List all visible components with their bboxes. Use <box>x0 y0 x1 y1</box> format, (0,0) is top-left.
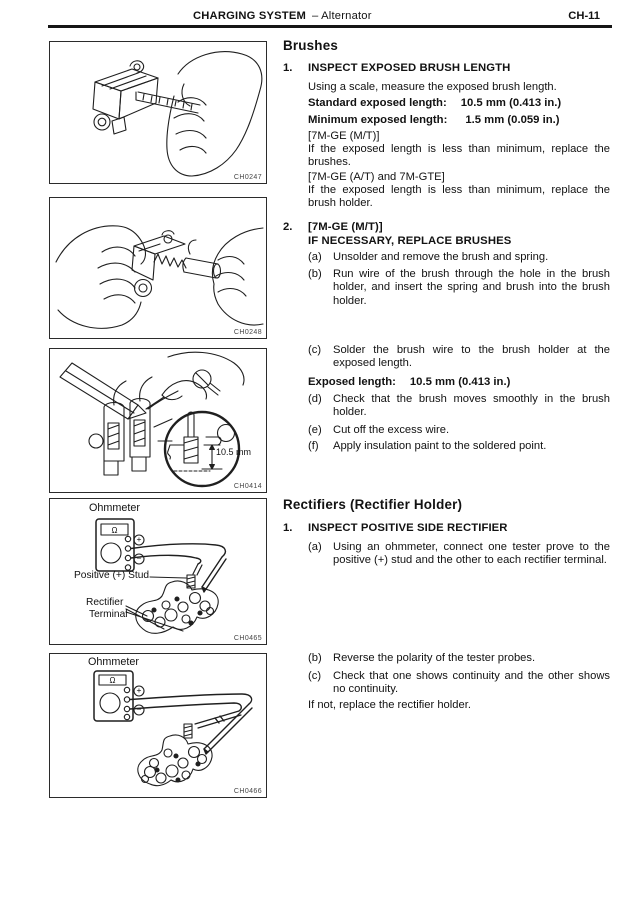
list-item-text: Cut off the excess wire. <box>333 424 450 436</box>
step-title: INSPECT EXPOSED BRUSH LENGTH <box>308 62 511 74</box>
measuring-scale <box>136 92 200 113</box>
spec-value: 10.5 mm (0.413 in.) <box>460 97 562 109</box>
list-item-label: (b) <box>308 268 322 280</box>
step-number: 1. <box>283 522 293 534</box>
minus-terminal-glyph: − <box>136 704 142 714</box>
page-code: CH-11 <box>568 10 600 22</box>
variant-tag-mt: [7M-GE (M/T)] <box>308 130 380 142</box>
step-title: INSPECT POSITIVE SIDE RECTIFIER <box>308 522 508 534</box>
step-number: 2. <box>283 221 293 233</box>
positive-stud <box>184 724 192 738</box>
list-item-text: Check that the brush moves smoothly in the brush holder. <box>333 393 610 419</box>
ohmmeter-label: Ohmmeter <box>89 502 140 514</box>
step-title: IF NECESSARY, REPLACE BRUSHES <box>308 234 512 247</box>
figure-code: CH0248 <box>233 329 262 336</box>
list-item-text: Check that one shows continuity and the other shows no continuity. <box>333 670 610 696</box>
soldering-iron <box>60 363 146 419</box>
brush-length-illustration <box>50 42 266 183</box>
list-item-c <box>308 670 610 697</box>
test-leads <box>131 544 226 592</box>
list-item-text: Unsolder and remove the brush and spring. <box>333 251 549 263</box>
list-item-text: Run wire of the brush through the hole in the brush holder, and insert the spring and brush into the brush holder. <box>333 268 610 307</box>
figure-rectifier-reverse-test <box>49 653 267 798</box>
section-heading-rectifiers: Rectifiers (Rectifier Holder) <box>283 497 463 512</box>
list-item-label: (f) <box>308 440 319 452</box>
figure-positive-rectifier-test <box>49 498 267 645</box>
right-hand <box>212 228 263 325</box>
list-item-f <box>308 440 610 453</box>
spec-standard-length <box>308 97 561 109</box>
hand <box>146 352 244 409</box>
list-item-a <box>308 251 610 264</box>
ohm-symbol: Ω <box>111 526 118 535</box>
list-item-label: (d) <box>308 393 322 405</box>
figure-code: CH0465 <box>233 635 262 642</box>
left-hand <box>56 226 145 329</box>
brush-spring-illustration <box>50 198 266 338</box>
brush-holder <box>89 377 152 475</box>
soldering-illustration <box>50 349 266 492</box>
list-item-label: (e) <box>308 424 322 436</box>
list-item-a <box>308 541 610 568</box>
variant-tag-at-gte: [7M-GE (A/T) and 7M-GTE] <box>308 171 445 183</box>
rectifier-holder <box>136 581 218 633</box>
inset-dimension-label: 10.5 mm <box>216 447 252 457</box>
paragraph-measure-brush: Using a scale, measure the exposed brush length. <box>308 81 557 93</box>
paragraph-replace-rectifier-holder: If not, replace the rectifier holder. <box>308 699 471 711</box>
rectifier-holder <box>138 735 212 786</box>
list-item-label: (c) <box>308 344 322 356</box>
spec-value: 1.5 mm (0.059 in.) <box>465 114 560 126</box>
rectifier-terminal-label-line2: Terminal <box>89 609 128 620</box>
header-rule <box>48 25 612 28</box>
figure-solder-brush-wire <box>49 348 267 493</box>
list-item-text: Reverse the polarity of the tester probes. <box>333 652 536 664</box>
list-item-label: (a) <box>308 251 322 263</box>
list-item-b <box>308 268 610 308</box>
hand <box>167 52 262 176</box>
minus-terminal-glyph: − <box>136 553 142 563</box>
paragraph-replace-holder: If the exposed length is less than minimum, replace the brush holder. <box>308 184 610 210</box>
list-item-text: Apply insulation paint to the soldered point. <box>333 440 547 452</box>
step-number: 1. <box>283 62 293 74</box>
spec-label: Standard exposed length: <box>308 97 447 109</box>
list-item-b <box>308 652 610 665</box>
list-item-text: Using an ohmmeter, connect one tester prove to the positive (+) stud and the other to each rectifier terminal. <box>333 541 610 567</box>
list-item-e <box>308 424 610 437</box>
ohm-symbol: Ω <box>109 676 116 685</box>
step-variant-tag: [7M-GE (M/T)] <box>308 221 383 233</box>
list-item-label: (b) <box>308 652 322 664</box>
positive-stud-label: Positive (+) Stud <box>74 570 150 581</box>
brush-spring <box>154 254 186 268</box>
list-item-d <box>308 393 610 420</box>
spec-label: Minimum exposed length: <box>308 114 448 126</box>
step-inspect-positive-rectifier <box>283 522 508 536</box>
spec-label: Exposed length: <box>308 376 396 388</box>
figure-code: CH0466 <box>233 788 262 795</box>
figure-brush-length-measurement <box>49 41 267 184</box>
figure-code: CH0414 <box>233 483 262 490</box>
header-section-name: – Alternator <box>312 10 372 22</box>
header-system-name: CHARGING SYSTEM <box>193 10 307 22</box>
figure-code: CH0247 <box>233 174 262 181</box>
screw <box>193 370 220 395</box>
brush-holder <box>93 61 158 134</box>
spec-value: 10.5 mm (0.413 in.) <box>409 376 511 388</box>
ohmmeter-label: Ohmmeter <box>88 656 139 668</box>
positive-stud <box>187 575 195 588</box>
spec-minimum-length <box>308 114 560 126</box>
list-item-text: Solder the brush wire to the brush holder at the exposed length. <box>333 344 610 370</box>
rectifier-terminal-label-line1: Rectifier <box>86 597 124 608</box>
label-leader-lines <box>126 577 186 631</box>
list-item-label: (a) <box>308 541 322 553</box>
page-header-title <box>193 10 372 22</box>
plus-terminal-glyph: + <box>136 685 142 695</box>
step-replace-brushes <box>283 221 511 248</box>
paragraph-replace-brushes: If the exposed length is less than minimum, replace the brushes. <box>308 143 610 169</box>
step-inspect-brush-length <box>283 62 510 76</box>
figure-brush-spring-install <box>49 197 267 339</box>
list-item-label: (c) <box>308 670 322 682</box>
list-item-c <box>308 344 610 371</box>
ohmmeter-reverse-test-illustration <box>50 654 266 797</box>
section-heading-brushes: Brushes <box>283 38 338 53</box>
spec-exposed-length <box>308 376 510 388</box>
plus-terminal-glyph: + <box>136 534 142 544</box>
